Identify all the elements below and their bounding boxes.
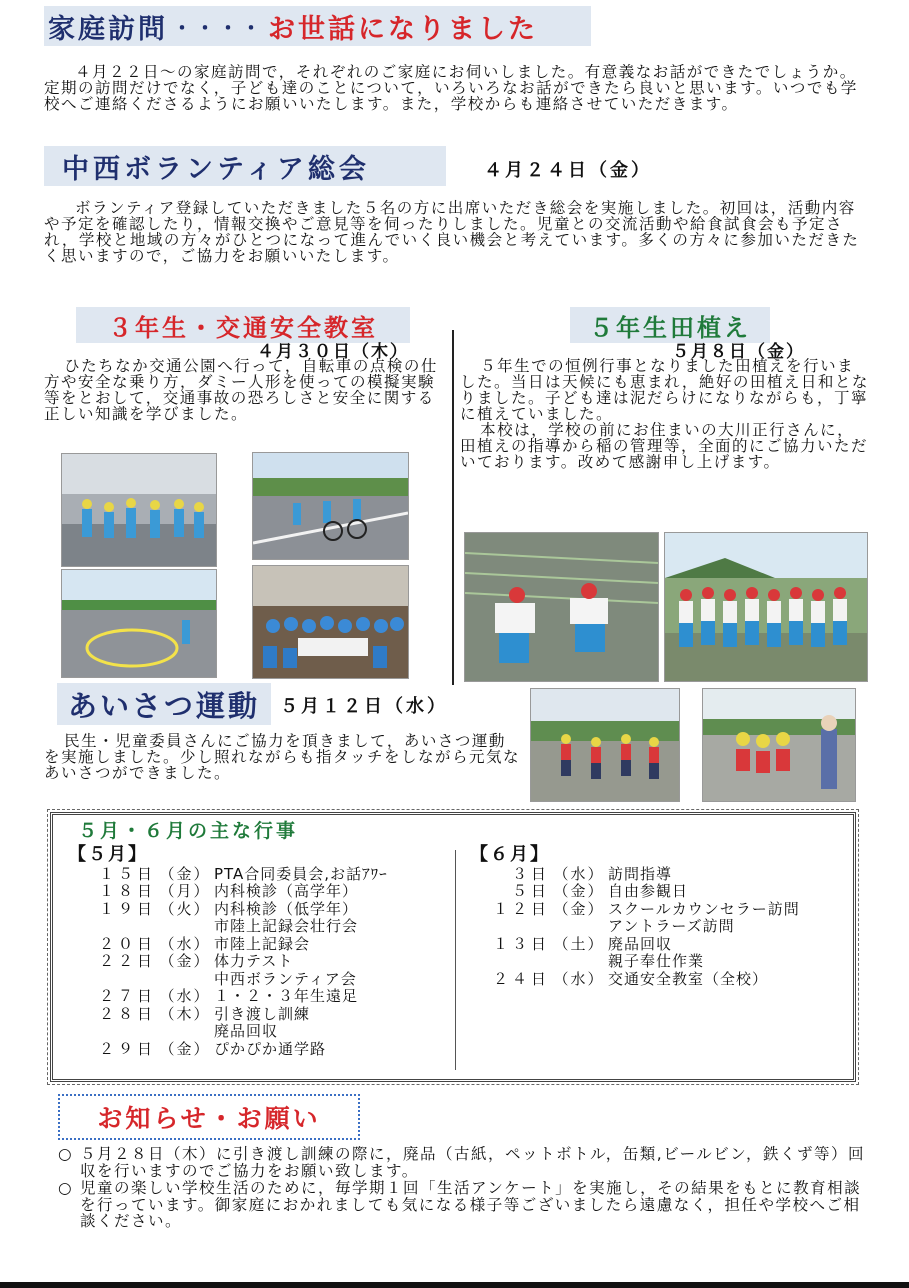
schedule-day: １８日: [98, 882, 156, 900]
schedule-event: PTA合同委員会,お話ｱﾜｰ: [214, 864, 388, 883]
schedule-row: [68, 1023, 453, 1041]
schedule-event: 廃品回収: [608, 934, 673, 953]
schedule-day: １５日: [98, 864, 156, 883]
notice-header: [58, 1094, 360, 1140]
schedule-row: [68, 901, 453, 919]
schedule-event: 廃品回収: [214, 1022, 279, 1040]
bottom-border: [0, 1282, 909, 1288]
volunteer-title: 中西ボランティア総会: [62, 153, 370, 185]
schedule-weekday: [156, 918, 214, 936]
traffic-photo-bicycle-course: [252, 452, 409, 560]
schedule-day: １３日: [492, 934, 550, 953]
notice-item: [58, 1180, 870, 1230]
schedule-event: 交通安全教室（全校）: [608, 969, 769, 988]
schedule-event: 親子奉仕作業: [608, 952, 705, 970]
schedule-day: １２日: [492, 899, 550, 918]
notice-list: [58, 1146, 870, 1231]
traffic-date: ４月３０日（木）: [257, 342, 409, 362]
schedule-event: アントラーズ訪問: [608, 917, 735, 935]
schedule-weekday: （水）: [159, 934, 211, 953]
rice-photo-group: [664, 532, 868, 682]
schedule-day: [68, 971, 156, 989]
schedule-weekday: （水）: [553, 864, 605, 883]
june-header: 【６月】: [470, 844, 550, 865]
schedule-event: 中西ボランティア会: [214, 969, 357, 988]
schedule-event: 市陸上記録会: [214, 934, 311, 953]
notice-title: お知らせ・お願い: [97, 1104, 321, 1133]
notice-item: [58, 1146, 870, 1179]
may-schedule: [68, 846, 453, 1058]
schedule-event: 訪問指導: [608, 864, 673, 883]
schedule-day: ２０日: [98, 934, 156, 953]
schedule-day: ２９日: [98, 1039, 156, 1058]
schedule-event: 市陸上記録会壮行会: [214, 917, 359, 935]
home-visit-title-dots: ・・・・: [172, 15, 264, 40]
events-title: ５月・６月の主な行事: [78, 820, 299, 842]
volunteer-header: [44, 146, 446, 186]
schedule-row: [68, 971, 453, 989]
schedule-weekday: （金）: [553, 882, 605, 900]
notice-bullet: ○: [58, 1179, 74, 1197]
greeting-header: [57, 683, 271, 725]
greeting-body: 民生・児童委員さんにご協力を頂きまして，あいさつ運動を実施しました。少し照れながらも指タッチをしながら元気なあいさつができました。: [44, 732, 521, 782]
greeting-title: あいさつ運動: [67, 688, 260, 723]
column-divider: [452, 330, 454, 685]
home-visit-header: [44, 6, 591, 46]
schedule-weekday: （水）: [553, 969, 605, 988]
schedule-weekday: （金）: [159, 952, 211, 970]
schedule-row: [470, 918, 845, 936]
schedule-row: [68, 1006, 453, 1024]
schedule-weekday: [550, 918, 608, 936]
schedule-row: [68, 1041, 453, 1059]
schedule-row: [470, 901, 845, 919]
schedule-row: [470, 936, 845, 954]
schedule-weekday: （金）: [553, 899, 605, 918]
schedule-row: [470, 953, 845, 971]
notice-text: ５月２８日（木）に引き渡し訓練の際に，廃品（古紙，ペットボトル，缶類,ビールビン，鉄くず等）回収を行いますのでご協力をお願い致します。: [80, 1145, 866, 1180]
schedule-weekday: （月）: [159, 882, 211, 900]
schedule-row: [68, 936, 453, 954]
schedule-weekday: （土）: [553, 934, 605, 953]
schedule-event: 引き渡し訓練: [214, 1004, 311, 1023]
schedule-day: [68, 1023, 156, 1041]
home-visit-body: ４月２２日～の家庭訪問で，それぞれのご家庭にお伺いしました。有意義なお話ができたでしょうか。定期の訪問だけでなく，子ども達のことについて，いろいろなお話ができたら良いと思います。いつでも学校へご連絡くださるようにお願いいたします。また，学校からも連絡させていただきます。: [44, 63, 858, 113]
schedule-row: [470, 883, 845, 901]
events-divider: [455, 850, 456, 1070]
schedule-day: ２７日: [98, 987, 156, 1005]
schedule-weekday: [156, 1023, 214, 1041]
rice-title: ５年生田植え: [589, 313, 751, 342]
notice-bullet: ○: [58, 1145, 74, 1163]
schedule-event: ぴかぴか通学路: [214, 1039, 327, 1058]
traffic-photo-children: [61, 453, 217, 567]
rice-body: ５年生での恒例行事となりました田植えを行いました。当日は天候にも恵まれ，絶好の田植え日和となりました。子ども達は泥だらけになりながらも，丁寧に植えていました。 本校は，学校の前にお住まいの大川正行さんに，田植えの指導から稲の管理等，全面的にご協力いただいております。改めて感謝申し上げます。: [460, 357, 869, 471]
schedule-row: [68, 988, 453, 1006]
notice-text: 児童の楽しい学校生活のために，毎学期１回「生活アンケート」を実施し，その結果をもとに教育相談を行っています。御家庭におかれましても気になる様子等ございましたら遠慮なく，担任や学校へご相談ください。: [80, 1179, 862, 1230]
schedule-event: 自由参観日: [608, 882, 689, 900]
schedule-row: [68, 918, 453, 936]
traffic-body: ひたちなか交通公園へ行って，自転車の点検の仕方や安全な乗り方，ダミー人形を使っての模擬実験等をとおして，交通事故の恐ろしさと安全に関する正しい知識を学びました。: [44, 357, 438, 423]
schedule-weekday: [550, 953, 608, 971]
home-visit-title: 家庭訪問: [48, 13, 168, 45]
schedule-weekday: （水）: [159, 987, 211, 1005]
greeting-photo-walk: [530, 688, 680, 802]
schedule-weekday: （火）: [159, 899, 211, 918]
rice-date: ５月８日（金）: [672, 342, 805, 362]
schedule-weekday: （金）: [159, 1039, 211, 1058]
schedule-weekday: [156, 971, 214, 989]
june-list: [470, 866, 845, 989]
schedule-row: [470, 866, 845, 884]
schedule-row: [68, 883, 453, 901]
schedule-day: ５日: [511, 882, 550, 900]
schedule-day: ３日: [511, 864, 550, 883]
schedule-row: [68, 953, 453, 971]
schedule-weekday: （金）: [159, 864, 211, 883]
greeting-date: ５月１２日（水）: [280, 696, 448, 717]
may-list: [68, 866, 453, 1059]
rice-photo-planting: [464, 532, 659, 682]
schedule-day: １９日: [98, 899, 156, 918]
schedule-row: [470, 971, 845, 989]
volunteer-date: ４月２４日（金）: [484, 160, 652, 181]
schedule-day: [470, 918, 550, 936]
traffic-photo-group: [252, 565, 409, 679]
schedule-day: [68, 918, 156, 936]
schedule-day: [470, 953, 550, 971]
schedule-weekday: （木）: [159, 1004, 211, 1023]
schedule-row: [68, 866, 453, 884]
schedule-event: 体力テスト: [214, 952, 294, 970]
schedule-day: ２８日: [98, 1004, 156, 1023]
schedule-event: スクールカウンセラー訪問: [608, 899, 800, 918]
schedule-event: 内科検診（高学年）: [214, 882, 359, 900]
traffic-photo-park-road: [61, 569, 217, 678]
traffic-title: ３年生・交通安全教室: [108, 313, 378, 342]
schedule-event: 内科検診（低学年）: [214, 899, 359, 918]
greeting-photo-high-five: [702, 688, 856, 802]
june-schedule: [470, 846, 845, 988]
schedule-day: ２２日: [98, 952, 156, 970]
volunteer-body: ボランティア登録していただきました５名の方に出席いただき総会を実施しました。初回は，活動内容や予定を確認したり，情報交換やご意見等を伺ったりしました。児童との交流活動や給食試食会も予定され，学校と地域の方々がひとつになって進んでいく良い機会と考えています。多くの方々に参加いただきたく思いますので，ご協力をお願いいたします。: [44, 199, 860, 265]
schedule-event: １・２・３年生遠足: [214, 987, 359, 1005]
home-visit-title-thanks: お世話になりました: [268, 13, 538, 45]
may-header: 【５月】: [68, 844, 148, 865]
schedule-day: ２４日: [492, 969, 550, 988]
